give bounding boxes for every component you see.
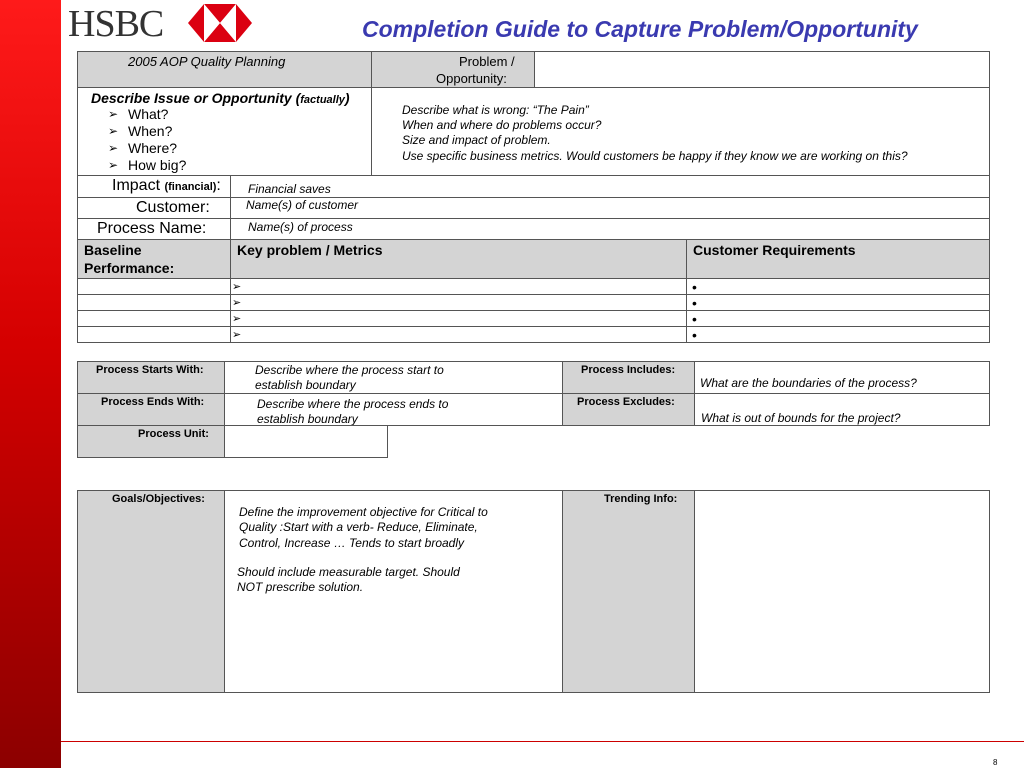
hsbc-hexagon-icon xyxy=(188,4,252,42)
describe-heading-close: ) xyxy=(344,90,350,106)
question-item: ➢ How big? xyxy=(108,157,187,173)
bullet-icon: • xyxy=(692,327,697,343)
question-item: ➢ When? xyxy=(108,123,173,139)
process-includes-value: What are the boundaries of the process? xyxy=(700,376,917,390)
baseline-label-line1: Baseline xyxy=(84,242,142,258)
process-includes-label: Process Includes: xyxy=(581,364,676,376)
goals-text-line: Define the improvement objective for Critical to xyxy=(239,505,488,519)
key-problem-header: Key problem / Metrics xyxy=(237,242,383,258)
process-excludes-value: What is out of bounds for the project? xyxy=(701,411,901,425)
metric-row-cell[interactable] xyxy=(230,326,687,343)
trending-label: Trending Info: xyxy=(604,493,678,505)
arrow-bullet-icon: ➢ xyxy=(108,107,119,121)
process-excludes-label: Process Excludes: xyxy=(577,396,675,408)
logo-wordmark: HSBC xyxy=(68,3,164,45)
metric-row-cell[interactable] xyxy=(230,310,687,327)
problem-label-line2: Opportunity: xyxy=(436,71,507,86)
goals-text-line: NOT prescribe solution. xyxy=(237,580,364,594)
bullet-icon: • xyxy=(692,311,697,327)
arrow-bullet-icon: ➢ xyxy=(108,141,119,155)
process-starts-label: Process Starts With: xyxy=(96,364,204,376)
bullet-icon: • xyxy=(692,295,697,311)
page-number: 8 xyxy=(993,758,998,767)
goals-text-line: Quality :Start with a verb- Reduce, Eliminate, xyxy=(239,520,478,534)
metric-row-cell[interactable] xyxy=(686,310,990,327)
impact-label-small: (financial) xyxy=(164,181,217,193)
process-unit-label: Process Unit: xyxy=(138,428,209,440)
metric-row-cell[interactable] xyxy=(230,278,687,295)
guidance-line: Use specific business metrics. Would customers be happy if they know we are working on this? xyxy=(402,149,908,163)
footer-divider xyxy=(61,741,1024,742)
customer-value: Name(s) of customer xyxy=(246,198,359,212)
trending-value-cell[interactable] xyxy=(694,490,990,693)
process-ends-value-line2: establish boundary xyxy=(257,412,358,426)
guidance-line: Describe what is wrong: “The Pain” xyxy=(402,103,589,117)
metric-row-cell[interactable] xyxy=(230,294,687,311)
process-unit-value-cell[interactable] xyxy=(224,425,388,458)
problem-value-cell[interactable] xyxy=(534,51,990,88)
arrow-bullet-icon: ➢ xyxy=(108,124,119,138)
metric-row-cell[interactable] xyxy=(77,294,231,311)
question-item: ➢ Where? xyxy=(108,140,178,156)
red-side-bar xyxy=(0,0,61,768)
goals-text-line: Control, Increase … Tends to start broadly xyxy=(239,536,464,550)
question-list xyxy=(106,106,186,174)
goals-label-cell xyxy=(77,490,225,693)
bullet-icon: • xyxy=(692,279,697,295)
process-ends-label: Process Ends With: xyxy=(101,396,205,408)
page-title: Completion Guide to Capture Problem/Opportunity xyxy=(362,16,918,42)
process-starts-value-line2: establish boundary xyxy=(255,378,356,392)
describe-heading xyxy=(91,90,350,106)
arrow-bullet-icon: ➢ xyxy=(108,158,119,172)
customer-req-header: Customer Requirements xyxy=(693,242,856,258)
process-ends-value-line1: Describe where the process ends to xyxy=(257,397,449,411)
goals-label: Goals/Objectives: xyxy=(112,493,205,505)
metric-row-cell[interactable] xyxy=(77,310,231,327)
arrow-bullet-icon: ➢ xyxy=(232,329,242,341)
question-item: ➢ What? xyxy=(108,106,169,122)
customer-label: Customer: xyxy=(136,199,210,216)
trending-label-cell xyxy=(562,490,695,693)
goals-text-line: Should include measurable target. Should xyxy=(237,565,460,579)
metric-row-cell[interactable] xyxy=(686,326,990,343)
problem-label-line1: Problem / xyxy=(459,54,515,69)
impact-value-cell[interactable] xyxy=(230,175,990,198)
planning-label: 2005 AOP Quality Planning xyxy=(128,54,286,69)
process-name-label: Process Name: xyxy=(97,220,207,237)
guidance-line: Size and impact of problem. xyxy=(402,133,551,147)
metric-row-cell[interactable] xyxy=(77,278,231,295)
impact-value: Financial saves xyxy=(248,182,331,196)
metric-row-cell[interactable] xyxy=(686,294,990,311)
impact-label: Impact (financial): xyxy=(112,177,221,194)
describe-heading-text: Describe Issue or Opportunity ( xyxy=(91,90,301,106)
baseline-label-line2: Performance: xyxy=(84,260,175,276)
arrow-bullet-icon: ➢ xyxy=(232,297,242,309)
metric-row-cell[interactable] xyxy=(686,278,990,295)
describe-heading-small: factually xyxy=(300,94,345,106)
arrow-bullet-icon: ➢ xyxy=(232,313,242,325)
guidance-line: When and where do problems occur? xyxy=(402,118,602,132)
process-name-value: Name(s) of process xyxy=(248,220,353,234)
arrow-bullet-icon: ➢ xyxy=(232,281,242,293)
process-starts-value-line1: Describe where the process start to xyxy=(255,363,444,377)
metric-row-cell[interactable] xyxy=(77,326,231,343)
